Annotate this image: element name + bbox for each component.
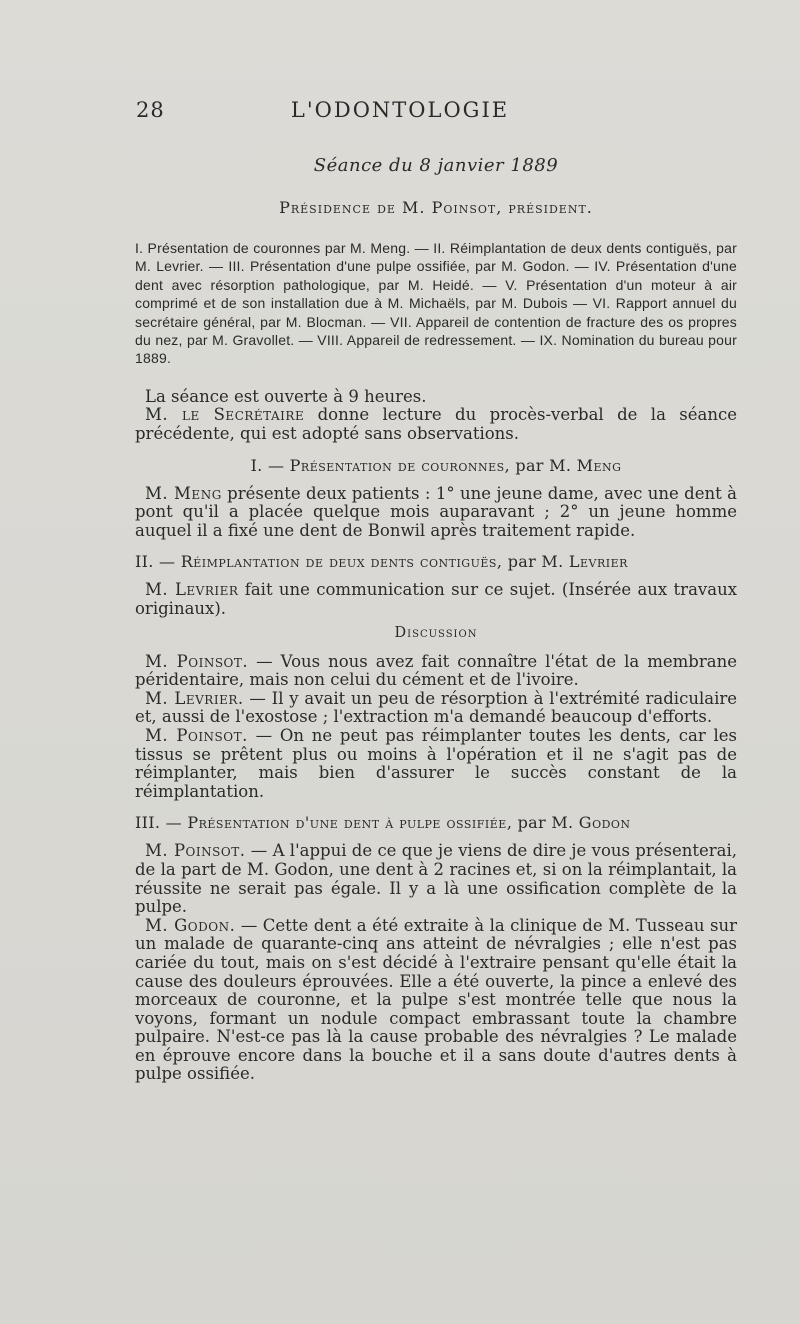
heading-title: Présentation d'une dent à pulpe ossifiée <box>187 813 507 833</box>
paragraph-text: — Il y avait un peu de résorption à l'extrémité radiculaire et, aussi de l'exostose ; l'extraction m'a demandé beaucoup d'efforts. <box>135 688 737 727</box>
paragraph-text: donne lecture du procès-verbal de la séance précédente, qui est adopté sans observations. <box>135 405 737 444</box>
agenda-summary: I. Présentation de couronnes par M. Meng. — II. Réimplantation de deux dents contiguës, par M. Levrier. — III. Présentation d'une pulpe ossifiée, par M. Godon. — IV. Présentation d'une dent avec résorption pathologique, par M. Heidé. — V. Présentation d'un moteur à air comprimé et de son installation due à M. Michaëls, par M. Dubois — VI. Rapport annuel du secrétaire général, par M. Blocman. — VII. Appareil de contention de fracture des os propres du nez, par M. Gravollet. — VIII. Appareil de redressement. — IX. Nomination du bureau pour 1889. <box>135 240 737 367</box>
page-content <box>135 155 737 1084</box>
speaker-name: M. Poinsot. <box>145 841 246 861</box>
heading-title: Réimplantation de deux dents contiguës <box>180 552 497 572</box>
running-head <box>0 98 800 128</box>
heading-number: I. — <box>250 455 290 475</box>
speaker-name: M. Levrier <box>145 580 239 600</box>
discussion-paragraph-3 <box>135 727 737 801</box>
section-heading-3 <box>135 813 737 832</box>
heading-by: , par M. <box>506 813 579 833</box>
speaker-name: M. Levrier. <box>145 688 244 708</box>
heading-title: Présentation de couronnes <box>289 455 505 475</box>
speaker-name: M. le Secrétaire <box>145 405 305 425</box>
heading-author: Meng <box>576 455 622 475</box>
speaker-name: M. Godon. <box>145 915 236 935</box>
discussion-heading: Discussion <box>394 624 478 641</box>
section-heading-2 <box>135 552 737 571</box>
discussion-paragraph-1 <box>135 653 737 690</box>
section-heading-1 <box>135 456 737 475</box>
presidency-line: Présidence de M. Poinsot, président. <box>279 198 593 217</box>
heading-author: Levrier <box>568 552 628 572</box>
section3-paragraph-2 <box>135 917 737 1084</box>
paragraph-text: — Vous nous avez fait connaître l'état de la membrane péridentaire, mais non celui du cément et de l'ivoire. <box>135 651 737 690</box>
page-number: 28 <box>136 98 165 122</box>
heading-number: II. — <box>135 552 181 572</box>
heading-by: , par M. <box>504 455 577 475</box>
speaker-name: M. Meng <box>145 483 222 503</box>
heading-number: III. — <box>135 813 188 833</box>
paragraph-text: — Cette dent a été extraite à la clinique de M. Tusseau sur un malade de quarante-cinq ans atteint de névralgies ; elle n'est pas cariée du tout, mais on s'est décidé à l'extraire pensant qu'elle était la cause des douleurs éprouvées. Elle a été ouverte, la pince a enlevé des morceaux de couronne, et la pulpe s'est montrée telle que nous la voyons, formant un nodule compact embrassant toute la chambre pulpaire. N'est-ce pas là la cause probable des névralgies ? Le malade en éprouve encore dans la bouche et il a sans doute d'autres dents à pulpe ossifiée. <box>135 915 737 1084</box>
discussion-paragraph-2 <box>135 690 737 727</box>
speaker-name: M. Poinsot. <box>145 651 249 671</box>
opening-paragraph: La séance est ouverte à 9 heures. <box>145 386 427 406</box>
minutes-paragraph <box>135 406 737 443</box>
paragraph-text: — On ne peut pas réimplanter toutes les dents, car les tissus se prêtent plus ou moins à l'opération et il ne s'agit pas de réimplanter, mais bien d'assurer le succès constant de la réimplantation. <box>135 725 738 801</box>
section1-paragraph <box>135 485 737 541</box>
session-title: Séance du 8 janvier 1889 <box>313 155 559 176</box>
paragraph-text: — A l'appui de ce que je viens de dire je vous présenterai, de la part de M. Godon, une dent à 2 racines et, si on la réimplantait, la réussite ne serait pas égale. Il y a là une ossification complète de la pulpe. <box>135 841 738 917</box>
section2-paragraph <box>135 581 737 618</box>
heading-author: Godon <box>578 813 631 833</box>
paragraph-text: présente deux patients : 1° une jeune dame, avec une dent à pont qu'il a placée quelque mois auparavant ; 2° un jeune homme auquel il a fixé une dent de Bonwil après traitement rapide. <box>135 483 737 540</box>
section3-paragraph-1 <box>135 842 737 916</box>
journal-title: L'ODONTOLOGIE <box>290 98 510 122</box>
heading-by: , par M. <box>496 552 569 572</box>
speaker-name: M. Poinsot. <box>145 725 248 745</box>
paragraph-text: fait une communication sur ce sujet. (Insérée aux travaux originaux). <box>135 580 737 618</box>
